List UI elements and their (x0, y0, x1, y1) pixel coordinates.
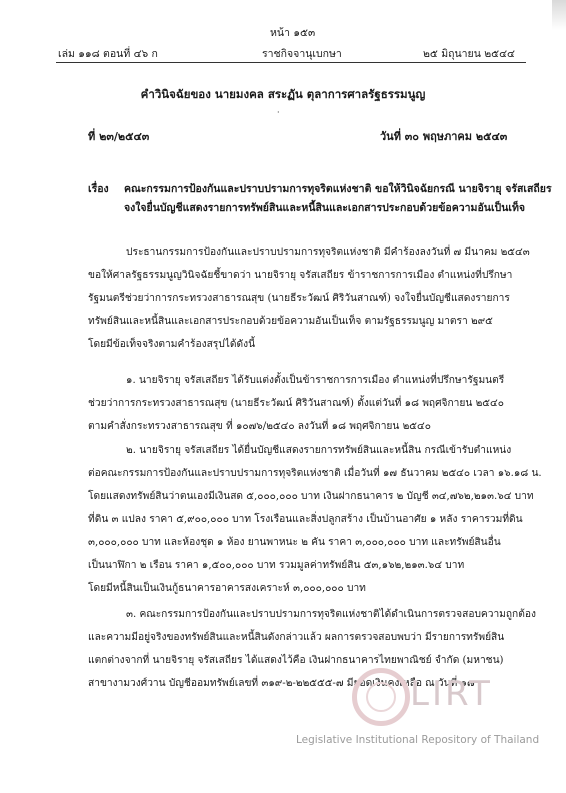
paragraph-line: ๒. นายจิรายุ จรัสเสถียร ได้ยื่นบัญชีแสดงรายการทรัพย์สินและหนี้สิน กรณีเข้ารับตำแหน่ง (126, 445, 512, 456)
volume-label: เล่ม ๑๑๘ ตอนที่ ๔๖ ก (58, 48, 158, 60)
paragraph-line: ๓. คณะกรรมการป้องกันและปราบปรามการทุจริตแห่งชาติได้ดำเนินการตรวจสอบความถูกต้อง (126, 609, 536, 620)
subject-line-1: คณะกรรมการป้องกันและปราบปรามการทุจริตแห่งชาติ ขอให้วินิจฉัยกรณี นายจิรายุ จรัสเสถียร (124, 183, 552, 195)
document-title: คำวินิจฉัยของ นายมงคล สระฏัน ตุลาการศาลรัฐธรรมนูญ (140, 87, 426, 101)
paragraph-line: รัฐมนตรีช่วยว่าการกระทรวงสาธารณสุข (นายธีระวัฒน์ ศิริวันสาณฑ์) จงใจยื่นบัญชีแสดงรายการ (88, 293, 510, 304)
paragraph-line: ทรัพย์สินและหนี้สินและเอกสารประกอบด้วยข้อความอันเป็นเท็จ ตามรัฐธรรมนูญ มาตรา ๒๙๕ (88, 316, 493, 327)
document-number: ที่ ๒๓/๒๕๔๓ (88, 130, 150, 143)
document-date: วันที่ ๓๐ พฤษภาคม ๒๕๔๓ (380, 130, 508, 143)
paragraph-line: โดยแสดงทรัพย์สินว่าตนเองมีเงินสด ๕,๐๐๐,๐๐๐ บาท เงินฝากธนาคาร ๒ บัญชี ๓๔,๗๖๒,๒๑๓.๖๔ บาท (88, 491, 534, 502)
title-dot: · (277, 108, 280, 117)
paragraph-line: ประธานกรรมการป้องกันและปราบปรามการทุจริตแห่งชาติ มีคำร้องลงวันที่ ๗ มีนาคม ๒๕๔๓ (126, 247, 530, 258)
parliament-seal-inner-icon (366, 682, 396, 712)
paragraph-line: ตามคำสั่งกระทรวงสาธารณสุข ที่ ๑๐๗๖/๒๕๔๐ ลงวันที่ ๑๘ พฤศจิกายน ๒๕๔๐ (88, 421, 431, 432)
paragraph-line: ๓,๐๐๐,๐๐๐ บาท และห้องชุด ๑ ห้อง ยานพาหนะ ๒ คัน ราคา ๓,๐๐๐,๐๐๐ บาท และทรัพย์สินอื่น (88, 537, 501, 548)
paragraph-line: เป็นนาฬิกา ๒ เรือน ราคา ๑,๕๐๐,๐๐๐ บาท รวมมูลค่าทรัพย์สิน ๕๓,๑๖๒,๒๑๓.๖๔ บาท (88, 560, 465, 571)
watermark-logo: LIRT (410, 674, 493, 714)
page-corner-shadow (552, 0, 566, 30)
header-rule (56, 62, 526, 63)
paragraph-line: แตกต่างจากที่ นายจิรายุ จรัสเสถียร ได้แสดงไว้คือ เงินฝากธนาคารไทยพาณิชย์ จำกัด (มหาชน) (88, 655, 504, 666)
paragraph-line: โดยมีหนี้สินเป็นเงินกู้ธนาคารอาคารสงเคราะห์ ๓,๐๐๐,๐๐๐ บาท (88, 583, 366, 594)
paragraph-line: ขอให้ศาลรัฐธรรมนูญวินิจฉัยชี้ขาดว่า นายจิรายุ จรัสเสถียร ข้าราชการการเมือง ตำแหน่งที่ปรึกษา (88, 270, 513, 281)
paragraph-line: สาขางามวงศ์วาน บัญชีออมทรัพย์เลขที่ ๓๑๙-๒-๒๒๕๕๕-๗ มียอดเงินคงเหลือ ณ วันที่ ๑๗ (88, 678, 475, 689)
paragraph-line: และความมีอยู่จริงของทรัพย์สินและหนี้สินดังกล่าวแล้ว ผลการตรวจสอบพบว่า มีรายการทรัพย์สิน (88, 632, 505, 643)
gazette-name: ราชกิจจานุเบกษา (262, 48, 342, 60)
watermark-caption: Legislative Institutional Repository of Thailand (296, 734, 540, 746)
paragraph-line: ต่อคณะกรรมการป้องกันและปราบปรามการทุจริตแห่งชาติ เมื่อวันที่ ๑๗ ธันวาคม ๒๕๔๐ เวลา ๑๖.๑๘ น. (88, 468, 542, 479)
paragraph-line: ที่ดิน ๓ แปลง ราคา ๕,๙๐๐,๐๐๐ บาท โรงเรือนและสิ่งปลูกสร้าง เป็นบ้านอาศัย ๑ หลัง ราคารวมที่ดิน (88, 514, 523, 525)
paragraph-line: ๑. นายจิรายุ จรัสเสถียร ได้รับแต่งตั้งเป็นข้าราชการการเมือง ตำแหน่งที่ปรึกษารัฐมนตรี (126, 375, 505, 386)
paragraph-line: ช่วยว่าการกระทรวงสาธารณสุข (นายธีระวัฒน์ ศิริวันสาณฑ์) ตั้งแต่วันที่ ๑๘ พฤศจิกายน ๒๕๔๐ (88, 398, 504, 409)
subject-label: เรื่อง (88, 183, 109, 195)
page-number: หน้า ๑๕๓ (270, 27, 316, 39)
subject-line-2: จงใจยื่นบัญชีแสดงรายการทรัพย์สินและหนี้สินและเอกสารประกอบด้วยข้อความอันเป็นเท็จ (124, 202, 526, 214)
gazette-date: ๒๕ มิถุนายน ๒๕๔๔ (423, 48, 515, 60)
paragraph-line: โดยมีข้อเท็จจริงตามคำร้องสรุปได้ดังนี้ (88, 339, 256, 350)
